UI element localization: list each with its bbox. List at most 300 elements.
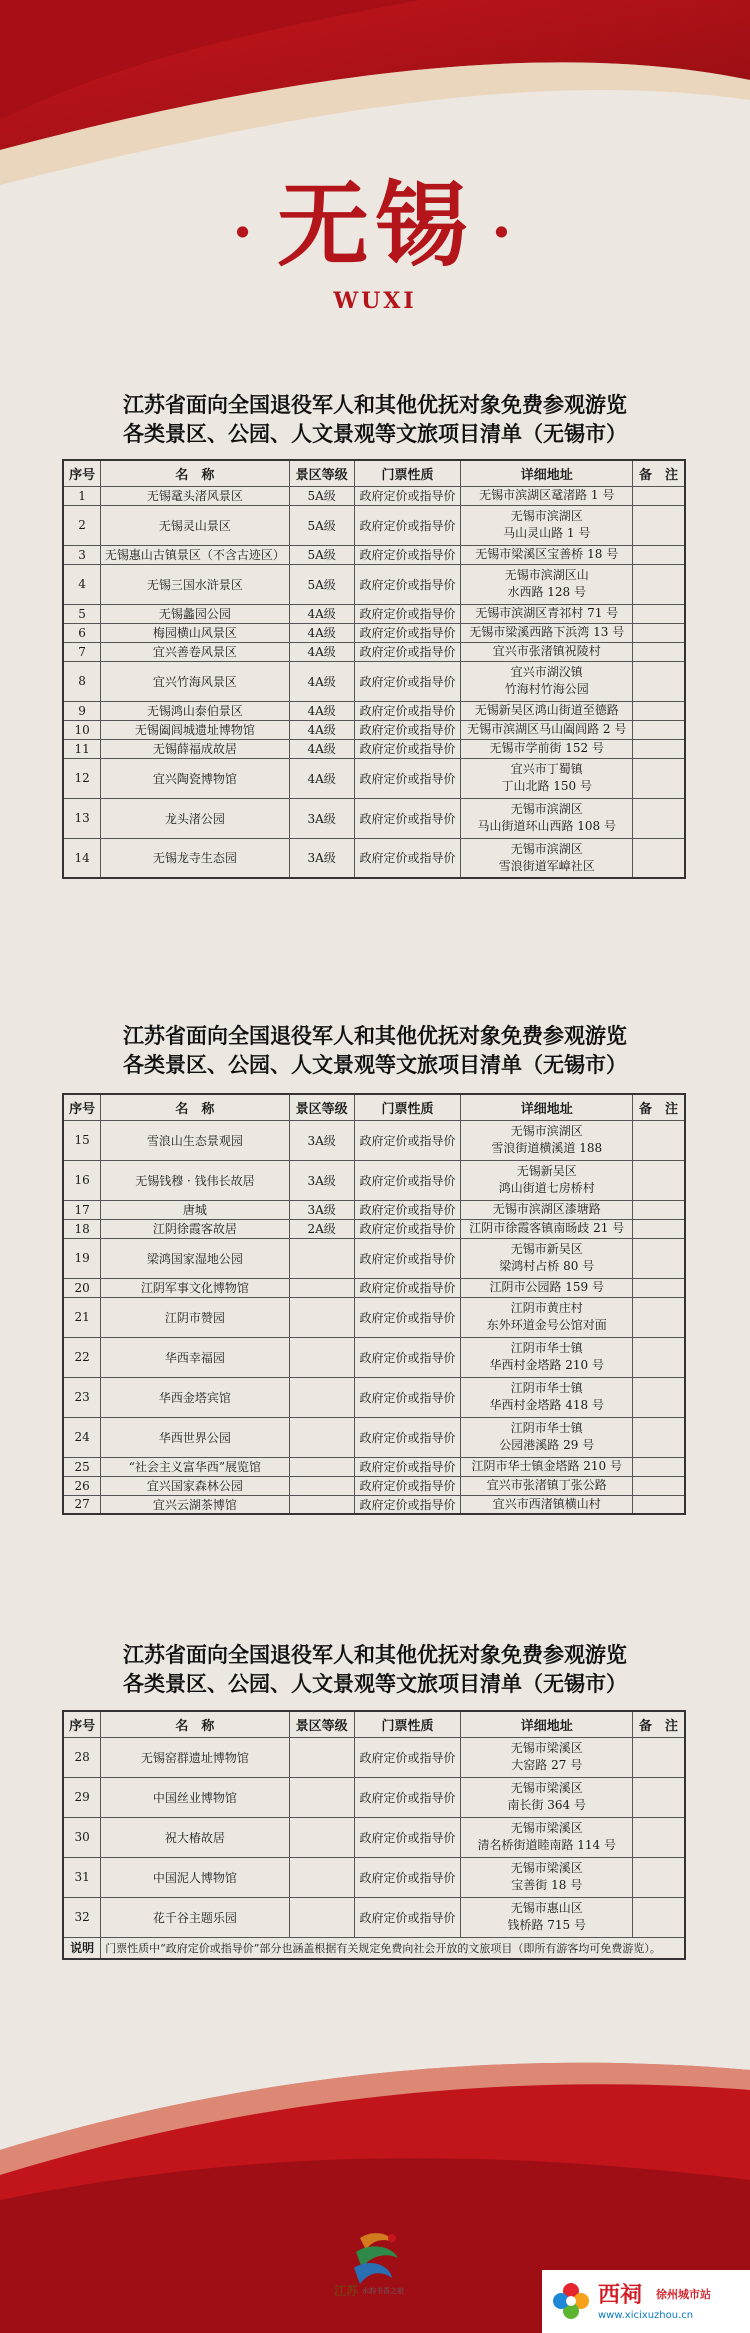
address-cell: [461, 1297, 633, 1337]
col-ticket-header: 门票性质: [354, 1711, 461, 1737]
address-cell: [461, 1417, 633, 1457]
address-cell: [461, 661, 633, 701]
address-cell: [461, 1160, 633, 1200]
table-row: [63, 623, 685, 642]
attraction-name: 宜兴陶瓷博物馆: [101, 758, 289, 798]
address-line: 梁鸿村占桥 80 号: [499, 1259, 595, 1273]
table-row: [63, 661, 685, 701]
col-address-header: 详细地址: [461, 460, 633, 486]
address-line: 无锡市梁溪区: [510, 1741, 583, 1755]
remark-cell: [633, 486, 685, 505]
col-ticket-header: 门票性质: [354, 1094, 461, 1120]
address-line: 无锡市滨湖区: [510, 1124, 583, 1138]
attraction-name: 江阴军事文化博物馆: [101, 1278, 289, 1297]
col-remark-header: 备 注: [633, 1711, 685, 1737]
address-cell: [461, 1476, 633, 1495]
attraction-name: 中国泥人博物馆: [101, 1857, 289, 1897]
scenic-level: [289, 1457, 354, 1476]
address-cell: [461, 701, 633, 720]
table-row: [63, 739, 685, 758]
scenic-level: 4A级: [289, 720, 354, 739]
col-remark-header: 备 注: [633, 460, 685, 486]
address-line: 宜兴市张渚镇祝陵村: [492, 644, 601, 658]
row-number: 25: [63, 1457, 101, 1476]
attraction-name: 无锡三国水浒景区: [101, 564, 289, 604]
ticket-type: 政府定价或指导价: [354, 1160, 461, 1200]
table-row: [63, 720, 685, 739]
address-cell: [461, 838, 633, 878]
ticket-type: 政府定价或指导价: [354, 701, 461, 720]
remark-cell: [633, 1297, 685, 1337]
attraction-name: 宜兴云湖茶博馆: [101, 1495, 289, 1514]
section-title-line1: 江苏省面向全国退役军人和其他优抚对象免费参观游览: [123, 392, 627, 417]
scenic-level: [289, 1817, 354, 1857]
scenic-level: 5A级: [289, 564, 354, 604]
attraction-name: 无锡灵山景区: [101, 505, 289, 545]
remark-cell: [633, 545, 685, 564]
remark-cell: [633, 1737, 685, 1777]
scenic-level: 5A级: [289, 505, 354, 545]
address-line: 鸿山街道七房桥村: [498, 1181, 595, 1195]
address-line: 竹海村竹海公园: [504, 682, 589, 696]
remark-cell: [633, 1238, 685, 1278]
address-line: 无锡市滨湖区: [510, 802, 583, 816]
table-header-row: [63, 460, 685, 486]
remark-cell: [633, 1457, 685, 1476]
scenic-level: [289, 1495, 354, 1514]
table-row: [63, 1120, 685, 1160]
ticket-type: 政府定价或指导价: [354, 720, 461, 739]
table-row: [63, 604, 685, 623]
row-number: 28: [63, 1737, 101, 1777]
table-row: [63, 1278, 685, 1297]
table-row: [63, 1200, 685, 1219]
ticket-type: 政府定价或指导价: [354, 1457, 461, 1476]
address-cell: [461, 604, 633, 623]
scenic-level: 4A级: [289, 642, 354, 661]
ticket-type: 政府定价或指导价: [354, 1377, 461, 1417]
remark-cell: [633, 1897, 685, 1937]
scenic-level: [289, 1377, 354, 1417]
ticket-type: 政府定价或指导价: [354, 838, 461, 878]
row-number: 29: [63, 1777, 101, 1817]
table-row: [63, 1457, 685, 1476]
section-title-line1: 江苏省面向全国退役军人和其他优抚对象免费参观游览: [123, 1642, 627, 1667]
table-row: [63, 564, 685, 604]
attractions-table-3: [62, 1710, 686, 1960]
section-title-line2: 各类景区、公园、人文景观等文旅项目清单（无锡市）: [123, 1671, 627, 1696]
ticket-type: 政府定价或指导价: [354, 564, 461, 604]
col-no-header: 序号: [63, 1094, 101, 1120]
address-line: 江阴市华士镇: [510, 1381, 583, 1395]
address-cell: [461, 1777, 633, 1817]
attraction-name: 龙头渚公园: [101, 798, 289, 838]
address-line: 无锡市惠山区: [510, 1901, 583, 1915]
row-number: 32: [63, 1897, 101, 1937]
row-number: 17: [63, 1200, 101, 1219]
scenic-level: 2A级: [289, 1219, 354, 1238]
ticket-type: 政府定价或指导价: [354, 1337, 461, 1377]
col-level-header: 景区等级: [289, 460, 354, 486]
remark-cell: [633, 1120, 685, 1160]
logo-text: 江苏: [334, 2284, 359, 2298]
bullet-dot-left: ·: [232, 198, 259, 269]
address-line: 宜兴市张渚镇丁张公路: [486, 1478, 607, 1492]
remark-cell: [633, 1200, 685, 1219]
address-cell: [461, 1817, 633, 1857]
scenic-level: 4A级: [289, 758, 354, 798]
address-line: 大窑路 27 号: [511, 1758, 583, 1772]
address-cell: [461, 1457, 633, 1476]
ticket-type: 政府定价或指导价: [354, 604, 461, 623]
scenic-level: 3A级: [289, 1120, 354, 1160]
row-number: 1: [63, 486, 101, 505]
table-row: [63, 1495, 685, 1514]
ticket-type: 政府定价或指导价: [354, 798, 461, 838]
section-2-title: [0, 1021, 750, 1079]
address-line: 江阴市华士镇: [510, 1341, 583, 1355]
remark-cell: [633, 1337, 685, 1377]
remark-cell: [633, 1857, 685, 1897]
scenic-level: [289, 1476, 354, 1495]
row-number: 6: [63, 623, 101, 642]
address-line: 无锡市滨湖区漆塘路: [492, 1202, 601, 1216]
address-line: 无锡市梁溪西路下浜湾 13 号: [469, 625, 625, 639]
scenic-level: [289, 1417, 354, 1457]
address-line: 华西村金塔路 418 号: [489, 1398, 605, 1412]
attraction-name: 无锡鸿山泰伯景区: [101, 701, 289, 720]
col-name-header: 名 称: [101, 1094, 289, 1120]
ticket-type: 政府定价或指导价: [354, 1897, 461, 1937]
watermark-url: www.xicixuzhou.cn: [598, 2310, 694, 2321]
attraction-name: 无锡薛福成故居: [101, 739, 289, 758]
section-title-line2: 各类景区、公园、人文景观等文旅项目清单（无锡市）: [123, 1052, 627, 1077]
address-cell: [461, 798, 633, 838]
address-cell: [461, 642, 633, 661]
attraction-name: 无锡惠山古镇景区（不含古迹区）: [101, 545, 289, 564]
address-cell: [461, 1219, 633, 1238]
address-cell: [461, 720, 633, 739]
ticket-type: 政府定价或指导价: [354, 1238, 461, 1278]
section-3-title: [0, 1640, 750, 1698]
row-number: 3: [63, 545, 101, 564]
row-number: 31: [63, 1857, 101, 1897]
row-number: 24: [63, 1417, 101, 1457]
row-number: 8: [63, 661, 101, 701]
attraction-name: 无锡钱穆 · 钱伟长故居: [101, 1160, 289, 1200]
bullet-dot-right: ·: [491, 198, 518, 269]
address-line: 东外环道金号公馆对面: [486, 1318, 607, 1332]
city-title: [0, 170, 750, 288]
address-cell: [461, 564, 633, 604]
address-cell: [461, 1857, 633, 1897]
address-cell: [461, 1120, 633, 1160]
table-row: [63, 1337, 685, 1377]
scenic-level: 4A级: [289, 701, 354, 720]
remark-cell: [633, 838, 685, 878]
address-line: 无锡市新吴区: [510, 1242, 583, 1256]
note-label: 说明: [63, 1937, 101, 1959]
section-title-line1: 江苏省面向全国退役军人和其他优抚对象免费参观游览: [123, 1023, 627, 1048]
address-line: 公园港溪路 29 号: [499, 1438, 595, 1452]
address-line: 江阴市公园路 159 号: [489, 1280, 605, 1294]
col-remark-header: 备 注: [633, 1094, 685, 1120]
scenic-level: 4A级: [289, 661, 354, 701]
remark-cell: [633, 564, 685, 604]
row-number: 21: [63, 1297, 101, 1337]
address-line: 无锡市梁溪区: [510, 1821, 583, 1835]
attraction-name: 无锡窑群遗址博物馆: [101, 1737, 289, 1777]
table-row: [63, 505, 685, 545]
address-line: 宜兴市丁蜀镇: [510, 762, 583, 776]
row-number: 15: [63, 1120, 101, 1160]
attractions-table-1: [62, 459, 686, 879]
table-row: [63, 1219, 685, 1238]
scenic-level: [289, 1297, 354, 1337]
ticket-type: 政府定价或指导价: [354, 758, 461, 798]
address-line: 清名桥街道睦南路 114 号: [477, 1838, 617, 1852]
ticket-type: 政府定价或指导价: [354, 545, 461, 564]
address-cell: [461, 486, 633, 505]
col-level-header: 景区等级: [289, 1711, 354, 1737]
address-cell: [461, 1278, 633, 1297]
remark-cell: [633, 1476, 685, 1495]
address-line: 无锡市滨湖区马山阖闾路 2 号: [467, 722, 627, 736]
address-cell: [461, 505, 633, 545]
address-line: 水西路 128 号: [507, 585, 587, 599]
address-cell: [461, 1337, 633, 1377]
address-line: 雪浪街道军嶂社区: [498, 858, 595, 873]
address-line: 无锡市滨湖区山: [504, 568, 589, 582]
address-line: 江阴市华士镇金塔路 210 号: [471, 1459, 623, 1473]
scenic-level: 3A级: [289, 1160, 354, 1200]
ticket-type: 政府定价或指导价: [354, 1476, 461, 1495]
address-line: 江阴市徐霞客镇南旸歧 21 号: [469, 1221, 625, 1235]
row-number: 9: [63, 701, 101, 720]
attraction-name: 无锡龙寺生态园: [101, 838, 289, 878]
col-address-header: 详细地址: [461, 1094, 633, 1120]
address-line: 无锡新吴区: [516, 1164, 577, 1178]
row-number: 4: [63, 564, 101, 604]
table-row: [63, 1417, 685, 1457]
scenic-level: [289, 1857, 354, 1897]
col-no-header: 序号: [63, 460, 101, 486]
attractions-table-2: [62, 1093, 686, 1515]
remark-cell: [633, 661, 685, 701]
table-row: [63, 1777, 685, 1817]
row-number: 11: [63, 739, 101, 758]
address-cell: [461, 739, 633, 758]
address-line: 南长街 364 号: [507, 1798, 587, 1812]
address-cell: [461, 1238, 633, 1278]
address-line: 无锡市梁溪区宝善桥 18 号: [475, 547, 619, 561]
row-number: 26: [63, 1476, 101, 1495]
attraction-name: 唐城: [101, 1200, 289, 1219]
attraction-name: 宜兴善卷风景区: [101, 642, 289, 661]
remark-cell: [633, 1777, 685, 1817]
ticket-type: 政府定价或指导价: [354, 623, 461, 642]
row-number: 22: [63, 1337, 101, 1377]
scenic-level: 4A级: [289, 604, 354, 623]
row-number: 12: [63, 758, 101, 798]
address-line: 无锡市滨湖区鼋渚路 1 号: [479, 488, 615, 502]
address-line: 马山街道环山西路 108 号: [477, 819, 617, 833]
attraction-name: 无锡蠡园公园: [101, 604, 289, 623]
attraction-name: 宜兴竹海风景区: [101, 661, 289, 701]
row-number: 16: [63, 1160, 101, 1200]
address-line: 无锡市梁溪区: [510, 1781, 583, 1795]
city-subtitle: WUXI: [333, 288, 417, 315]
table-row: [63, 838, 685, 878]
table-row: [63, 1238, 685, 1278]
row-number: 2: [63, 505, 101, 545]
table-row: [63, 1857, 685, 1897]
address-line: 丁山北路 150 号: [501, 779, 593, 793]
address-line: 无锡市滨湖区: [510, 841, 583, 856]
remark-cell: [633, 642, 685, 661]
address-line: 马山灵山路 1 号: [503, 526, 591, 540]
table-row: [63, 798, 685, 838]
ticket-type: 政府定价或指导价: [354, 1857, 461, 1897]
scenic-level: [289, 1278, 354, 1297]
scenic-level: 4A级: [289, 623, 354, 642]
ticket-type: 政府定价或指导价: [354, 1817, 461, 1857]
col-name-header: 名 称: [101, 460, 289, 486]
ticket-type: 政府定价或指导价: [354, 1120, 461, 1160]
address-cell: [461, 1495, 633, 1514]
attraction-name: 雪浪山生态景观园: [101, 1120, 289, 1160]
address-line: 无锡市滨湖区: [510, 509, 583, 523]
row-number: 19: [63, 1238, 101, 1278]
address-line: 华西村金塔路 210 号: [489, 1358, 605, 1372]
address-line: 宜兴市西渚镇横山村: [492, 1496, 601, 1511]
table-row: [63, 701, 685, 720]
scenic-level: 3A级: [289, 798, 354, 838]
address-line: 江阴市黄庄村: [510, 1301, 583, 1315]
attraction-name: 江阴徐霞客故居: [101, 1219, 289, 1238]
xici-flower-icon: [550, 2280, 592, 2322]
attraction-name: 中国丝业博物馆: [101, 1777, 289, 1817]
address-cell: [461, 1377, 633, 1417]
attraction-name: 梁鸿国家湿地公园: [101, 1238, 289, 1278]
col-level-header: 景区等级: [289, 1094, 354, 1120]
logo-subtext: 水韵书香之旅: [362, 2287, 404, 2295]
attraction-name: 无锡阖闾城遗址博物馆: [101, 720, 289, 739]
row-number: 20: [63, 1278, 101, 1297]
table-header-row: [63, 1094, 685, 1120]
attraction-name: 华西幸福园: [101, 1337, 289, 1377]
address-line: 无锡新吴区鸿山街道至德路: [474, 703, 619, 717]
table-row: [63, 486, 685, 505]
attraction-name: 华西金塔宾馆: [101, 1377, 289, 1417]
remark-cell: [633, 505, 685, 545]
ticket-type: 政府定价或指导价: [354, 486, 461, 505]
remark-cell: [633, 798, 685, 838]
table-row: [63, 1737, 685, 1777]
address-cell: [461, 1897, 633, 1937]
ticket-type: 政府定价或指导价: [354, 1417, 461, 1457]
ticket-type: 政府定价或指导价: [354, 1737, 461, 1777]
remark-cell: [633, 739, 685, 758]
hero-header: [0, 170, 750, 314]
table-row: [63, 1160, 685, 1200]
ticket-type: 政府定价或指导价: [354, 642, 461, 661]
attraction-name: 祝大椿故居: [101, 1817, 289, 1857]
address-cell: [461, 623, 633, 642]
remark-cell: [633, 1417, 685, 1457]
attraction-name: 宜兴国家森林公园: [101, 1476, 289, 1495]
remark-cell: [633, 1495, 685, 1514]
table-row: [63, 642, 685, 661]
row-number: 10: [63, 720, 101, 739]
remark-cell: [633, 623, 685, 642]
note-text: 门票性质中“政府定价或指导价”部分也涵盖根据有关规定免费向社会开放的文旅项目（即所有游客均可免费游览）。: [101, 1937, 685, 1959]
scenic-level: 3A级: [289, 1200, 354, 1219]
scenic-level: 5A级: [289, 486, 354, 505]
col-ticket-header: 门票性质: [354, 460, 461, 486]
scenic-level: 4A级: [289, 739, 354, 758]
row-number: 5: [63, 604, 101, 623]
remark-cell: [633, 758, 685, 798]
address-cell: [461, 758, 633, 798]
table-row: [63, 545, 685, 564]
scenic-level: [289, 1337, 354, 1377]
remark-cell: [633, 720, 685, 739]
ticket-type: 政府定价或指导价: [354, 1219, 461, 1238]
table-row: [63, 1297, 685, 1337]
ticket-type: 政府定价或指导价: [354, 661, 461, 701]
watermark-city: 徐州城市站: [656, 2288, 711, 2301]
scenic-level: 5A级: [289, 545, 354, 564]
attraction-name: 江阴市赞园: [101, 1297, 289, 1337]
address-line: 钱桥路 715 号: [507, 1918, 587, 1932]
remark-cell: [633, 701, 685, 720]
address-line: 无锡市梁溪区: [510, 1861, 583, 1875]
ticket-type: 政府定价或指导价: [354, 1297, 461, 1337]
ticket-type: 政府定价或指导价: [354, 1495, 461, 1514]
address-line: 江阴市华士镇: [510, 1421, 583, 1435]
row-number: 27: [63, 1495, 101, 1514]
table-row: [63, 1897, 685, 1937]
row-number: 14: [63, 838, 101, 878]
attraction-name: 无锡鼋头渚风景区: [101, 486, 289, 505]
address-line: 无锡市滨湖区青祁村 71 号: [475, 606, 619, 620]
table-header-row: [63, 1711, 685, 1737]
section-1-title: [0, 390, 750, 448]
row-number: 18: [63, 1219, 101, 1238]
row-number: 23: [63, 1377, 101, 1417]
attraction-name: “社会主义富华西”展览馆: [101, 1457, 289, 1476]
row-number: 30: [63, 1817, 101, 1857]
city-title-text: 无锡: [276, 171, 473, 279]
address-line: 无锡市学前街 152 号: [489, 741, 605, 755]
xici-watermark[interactable]: [542, 2270, 750, 2333]
table-row: [63, 758, 685, 798]
remark-cell: [633, 1817, 685, 1857]
scenic-level: 3A级: [289, 838, 354, 878]
attraction-name: 华西世界公园: [101, 1417, 289, 1457]
col-no-header: 序号: [63, 1711, 101, 1737]
scenic-level: [289, 1777, 354, 1817]
note-row: [63, 1937, 685, 1959]
attraction-name: 花千谷主题乐园: [101, 1897, 289, 1937]
ticket-type: 政府定价或指导价: [354, 739, 461, 758]
row-number: 13: [63, 798, 101, 838]
remark-cell: [633, 1219, 685, 1238]
remark-cell: [633, 1278, 685, 1297]
remark-cell: [633, 604, 685, 623]
row-number: 7: [63, 642, 101, 661]
